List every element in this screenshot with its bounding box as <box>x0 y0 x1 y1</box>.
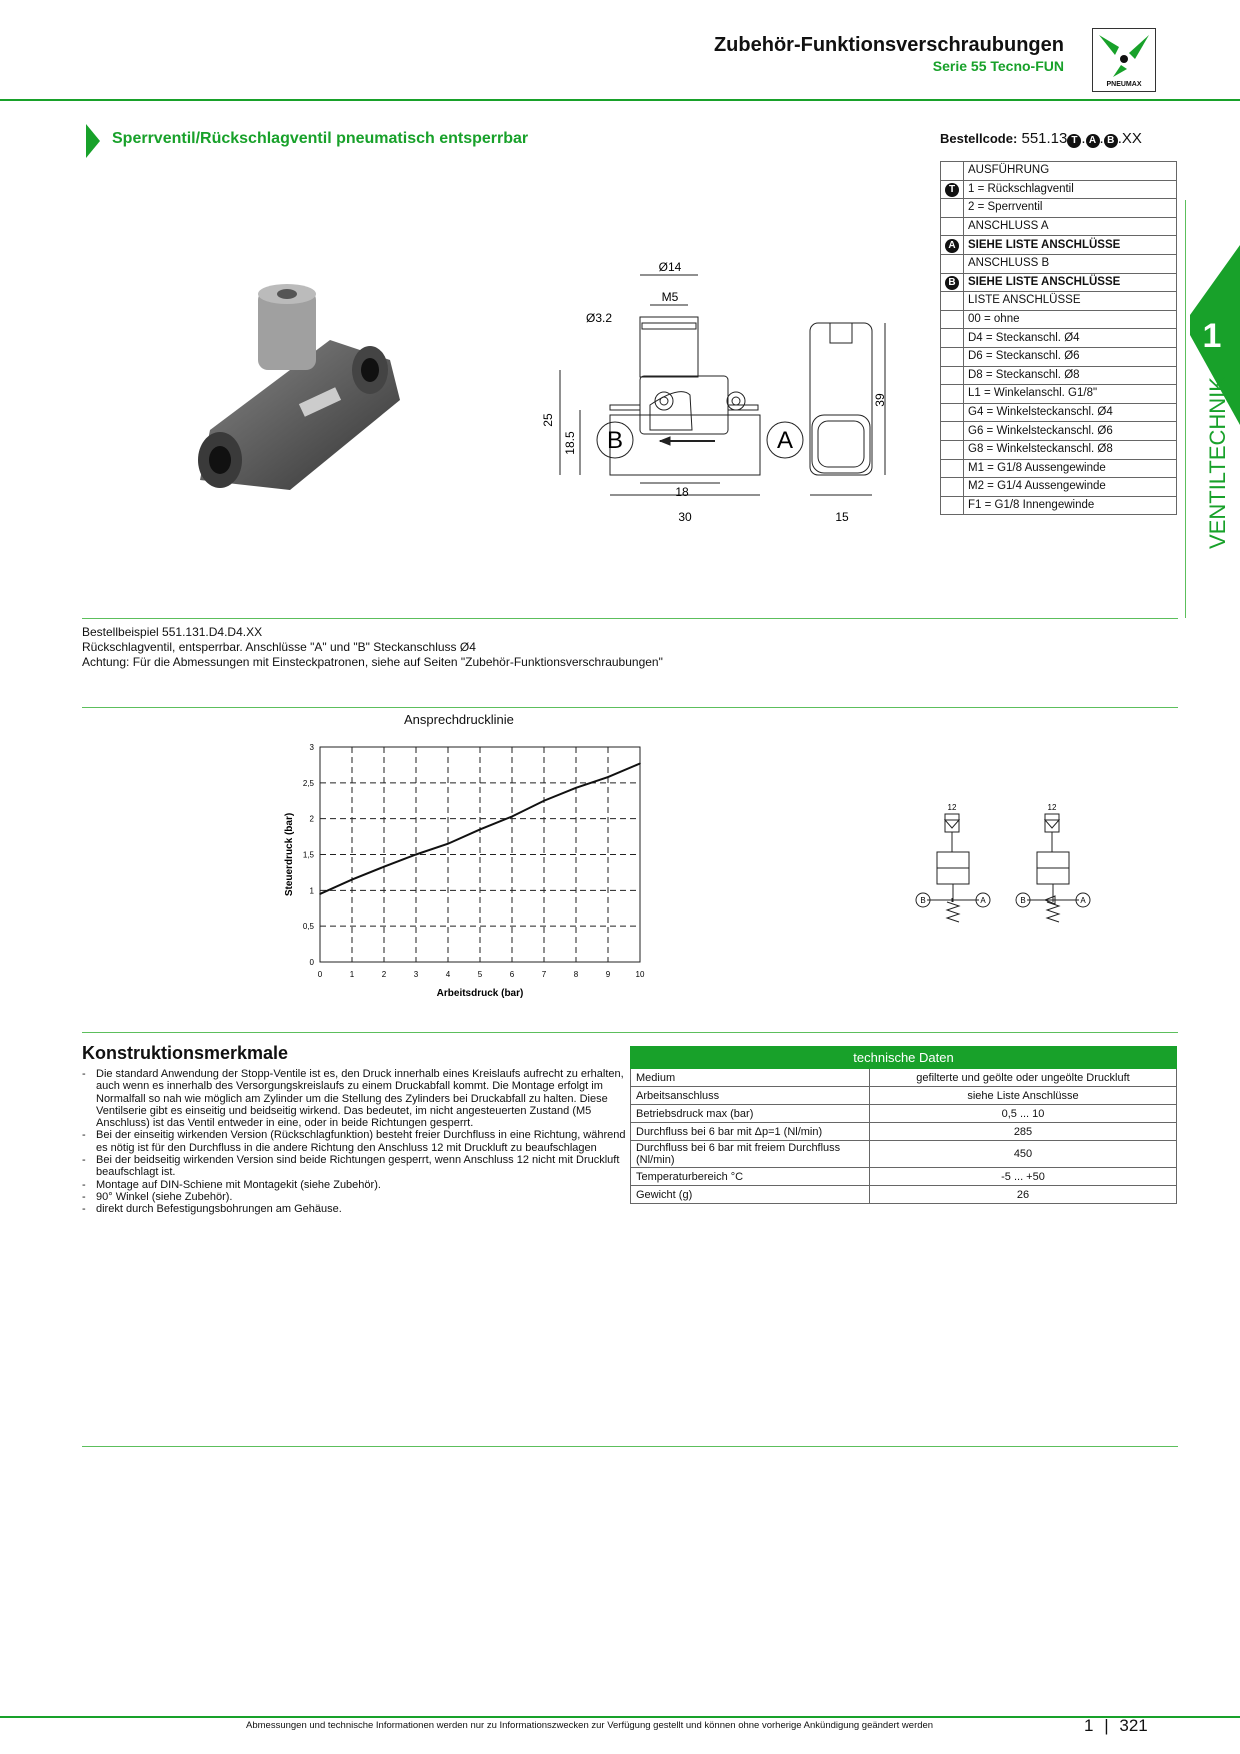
code-key <box>941 385 964 404</box>
code-table-row <box>941 292 1177 311</box>
response-chart <box>280 735 660 1005</box>
order-code-prefix: 551.13 <box>1021 130 1068 147</box>
y-tick-label: 3 <box>309 743 314 752</box>
code-key <box>941 347 964 366</box>
rule-1 <box>82 618 1178 619</box>
rule-2 <box>82 707 1178 708</box>
code-text: AUSFÜHRUNG <box>964 162 1177 181</box>
code-text: D6 = Steckanschl. Ø6 <box>964 347 1177 366</box>
code-table-row <box>941 329 1177 348</box>
header-rule <box>0 99 1240 101</box>
code-table-row <box>941 347 1177 366</box>
product-image <box>180 280 420 490</box>
svg-text:12: 12 <box>1047 803 1057 812</box>
page-title: Zubehör-Funktionsverschraubungen <box>713 34 1064 56</box>
chart-title: Ansprechdrucklinie <box>404 712 514 727</box>
code-key <box>941 459 964 478</box>
code-key <box>941 329 964 348</box>
svg-text:12: 12 <box>947 803 957 812</box>
svg-text:B: B <box>606 427 624 454</box>
data-point <box>351 879 353 881</box>
tech-table-title: technische Daten <box>631 1047 1177 1069</box>
example-line: Bestellbeispiel 551.131.D4.D4.XX <box>82 625 263 639</box>
code-table-row <box>941 403 1177 422</box>
code-key <box>941 403 964 422</box>
footer-disclaimer: Abmessungen und technische Informationen werden nur zu Informationszwecken zur Verfügung gestellt und können ohne vorherige Ankündigung geändert werden <box>246 1720 934 1731</box>
tech-row <box>631 1123 1177 1141</box>
code-table-row <box>941 459 1177 478</box>
tech-label: Arbeitsanschluss <box>631 1087 870 1105</box>
feature-item: - 90° Winkel (siehe Zubehör). <box>82 1191 627 1203</box>
tech-row <box>631 1168 1177 1186</box>
x-tick-label: 3 <box>413 970 419 979</box>
code-table-row <box>941 310 1177 329</box>
x-tick-label: 8 <box>573 970 579 979</box>
svg-text:39: 39 <box>873 393 887 407</box>
data-point <box>511 816 513 818</box>
svg-text:Ø14: Ø14 <box>658 260 682 274</box>
code-key <box>941 236 964 255</box>
chapter-label: VENTILTECHNIK <box>1205 377 1230 549</box>
feature-item: - Bei der beidseitig wirkenden Version sind beide Richtungen gesperrt, wenn Anschluss 12 nicht mit Druckluft beaufschlagt ist. <box>82 1154 627 1179</box>
code-table-row <box>941 180 1177 199</box>
y-tick-label: 0,5 <box>302 922 314 932</box>
x-tick-label: 1 <box>349 970 355 979</box>
x-tick-label: 4 <box>445 970 451 979</box>
data-point <box>543 800 545 802</box>
x-tick-label: 6 <box>509 970 515 979</box>
svg-text:A: A <box>1080 896 1086 905</box>
tech-value: 0,5 ... 10 <box>870 1105 1177 1123</box>
page-subtitle: Serie 55 Tecno-FUN <box>932 58 1064 74</box>
badge-b: B <box>1104 134 1118 148</box>
svg-text:30: 30 <box>678 510 692 524</box>
code-text: 00 = ohne <box>964 310 1177 329</box>
y-tick-label: 2 <box>309 814 314 824</box>
order-code: Bestellcode: 551.13 T . A . B .XX <box>940 130 1142 147</box>
code-key <box>941 162 964 181</box>
code-key-badge: A <box>945 239 959 253</box>
tech-value: 450 <box>870 1141 1177 1168</box>
svg-text:Ø3.2: Ø3.2 <box>585 311 612 325</box>
tech-label: Gewicht (g) <box>631 1186 870 1204</box>
code-table-row <box>941 273 1177 292</box>
code-text: SIEHE LISTE ANSCHLÜSSE <box>964 273 1177 292</box>
feature-item: - Bei der einseitig wirkenden Version (Rückschlagfunktion) besteht freier Durchfluss in eine Richtung, während es nötig ist für den Durchfluss in die andere Richtung den Anschluss 12 mit Druckluft zu beaufschlagen <box>82 1129 627 1154</box>
code-text: G8 = Winkelsteckanschl. Ø8 <box>964 440 1177 459</box>
features-list <box>82 1068 627 1216</box>
data-point <box>479 829 481 831</box>
page-number-value: 321 <box>1119 1716 1148 1735</box>
tech-row <box>631 1186 1177 1204</box>
code-table-row <box>941 236 1177 255</box>
order-code-table <box>940 161 1177 515</box>
dimension-drawing <box>540 255 920 535</box>
tech-data-table <box>630 1046 1177 1204</box>
y-tick-label: 2,5 <box>302 778 314 788</box>
badge-a: A <box>1086 134 1100 148</box>
y-tick-label: 0 <box>309 958 314 967</box>
svg-text:PNEUMAX: PNEUMAX <box>1106 81 1142 88</box>
tech-label: Medium <box>631 1069 870 1087</box>
code-text: 1 = Rückschlagventil <box>964 180 1177 199</box>
y-axis-label: Steuerdruck (bar) <box>284 812 295 897</box>
footer-rule <box>0 1716 1240 1718</box>
tech-value: gefilterte und geölte oder ungeölte Druckluft <box>870 1069 1177 1087</box>
code-table-row <box>941 254 1177 273</box>
x-tick-label: 7 <box>541 970 547 979</box>
code-table-row <box>941 217 1177 236</box>
code-text: 2 = Sperrventil <box>964 199 1177 218</box>
x-tick-label: 0 <box>317 970 323 979</box>
rule-4 <box>82 1446 1178 1447</box>
code-text: D4 = Steckanschl. Ø4 <box>964 329 1177 348</box>
svg-text:M5: M5 <box>661 290 679 304</box>
data-point <box>383 866 385 868</box>
side-rule <box>1185 200 1186 618</box>
feature-item: - Montage auf DIN-Schiene mit Montagekit (siehe Zubehör). <box>82 1179 627 1191</box>
code-table-row <box>941 199 1177 218</box>
code-table-row <box>941 162 1177 181</box>
data-point <box>319 893 321 895</box>
svg-text:A: A <box>980 896 986 905</box>
code-key <box>941 199 964 218</box>
code-table-row <box>941 385 1177 404</box>
svg-text:1: 1 <box>1202 317 1222 355</box>
tech-value: siehe Liste Anschlüsse <box>870 1087 1177 1105</box>
code-key-badge: T <box>945 183 959 197</box>
tech-label: Durchfluss bei 6 bar mit freiem Durchfluss (Nl/min) <box>631 1141 870 1168</box>
data-point <box>415 854 417 856</box>
x-tick-label: 9 <box>605 970 611 979</box>
code-text: L1 = Winkelanschl. G1/8" <box>964 385 1177 404</box>
code-text: G4 = Winkelsteckanschl. Ø4 <box>964 403 1177 422</box>
code-table-row <box>941 366 1177 385</box>
tech-value: 285 <box>870 1123 1177 1141</box>
svg-text:A: A <box>776 427 794 454</box>
order-example <box>82 625 663 670</box>
example-line: Rückschlagventil, entsperrbar. Anschlüsse "A" und "B" Steckanschluss Ø4 <box>82 640 476 654</box>
code-text: F1 = G1/8 Innengewinde <box>964 496 1177 515</box>
svg-text:18.5: 18.5 <box>563 431 577 455</box>
svg-text:15: 15 <box>835 510 849 524</box>
feature-item: - Die standard Anwendung der Stopp-Ventile ist es, den Druck innerhalb eines Kreislaufs aufrecht zu erhalten, auch wenn es innerhalb des Versorgungskreislaufs zu einem Druckabfall kommt. Die Montage erfolgt im Normalfall so nah wie möglich am Zylinder um die Stellung des Zylinders bei Druckabfall zu halten. Diese Ventilserie gibt es einseitig und beidseitig wirkend. Das bedeutet, im nicht angesteuerten Zustand (M5 Anschluss) ist das Ventil entweder in eine, oder in beide Richtungen gesperrt. <box>82 1068 627 1129</box>
svg-text:25: 25 <box>541 413 555 427</box>
section-arrow-icon <box>86 124 100 158</box>
code-key <box>941 180 964 199</box>
x-tick-label: 5 <box>477 970 483 979</box>
tech-row <box>631 1141 1177 1168</box>
valve-symbols <box>915 800 1115 950</box>
code-key <box>941 310 964 329</box>
data-point <box>575 787 577 789</box>
code-table-row <box>941 478 1177 497</box>
badge-t: T <box>1067 134 1081 148</box>
code-key <box>941 217 964 236</box>
tech-row <box>631 1069 1177 1087</box>
order-code-suffix: .XX <box>1117 130 1142 147</box>
code-key-badge: B <box>945 276 959 290</box>
code-key <box>941 273 964 292</box>
example-line: Achtung: Für die Abmessungen mit Einsteckpatronen, siehe auf Seiten "Zubehör-Funktionsverschraubungen" <box>82 655 663 669</box>
chapter-number: 1 <box>1084 1716 1094 1735</box>
data-point <box>607 776 609 778</box>
svg-text:18: 18 <box>675 485 689 499</box>
code-key <box>941 440 964 459</box>
code-table-row <box>941 496 1177 515</box>
tech-label: Temperaturbereich °C <box>631 1168 870 1186</box>
code-text: LISTE ANSCHLÜSSE <box>964 292 1177 311</box>
code-table-row <box>941 440 1177 459</box>
order-code-label: Bestellcode: <box>940 131 1018 146</box>
code-text: SIEHE LISTE ANSCHLÜSSE <box>964 236 1177 255</box>
code-text: ANSCHLUSS A <box>964 217 1177 236</box>
tech-label: Betriebsdruck max (bar) <box>631 1105 870 1123</box>
svg-text:B: B <box>1020 896 1026 905</box>
code-key <box>941 366 964 385</box>
features-title: Konstruktionsmerkmale <box>82 1043 289 1063</box>
code-key <box>941 478 964 497</box>
pneumax-logo <box>1092 28 1156 92</box>
tech-row <box>631 1105 1177 1123</box>
code-key <box>941 292 964 311</box>
code-key <box>941 422 964 441</box>
code-text: ANSCHLUSS B <box>964 254 1177 273</box>
code-table-row <box>941 422 1177 441</box>
rule-3 <box>82 1032 1178 1033</box>
tech-value: -5 ... +50 <box>870 1168 1177 1186</box>
data-point <box>639 763 641 765</box>
page-number: 1 | 321 <box>1084 1716 1148 1735</box>
y-tick-label: 1 <box>309 886 314 896</box>
code-text: M1 = G1/8 Aussengewinde <box>964 459 1177 478</box>
x-axis-label: Arbeitsdruck (bar) <box>436 988 524 999</box>
x-tick-label: 2 <box>381 970 387 979</box>
code-key <box>941 254 964 273</box>
x-tick-label: 10 <box>635 970 645 979</box>
svg-text:B: B <box>920 896 926 905</box>
code-text: D8 = Steckanschl. Ø8 <box>964 366 1177 385</box>
code-text: M2 = G1/4 Aussengewinde <box>964 478 1177 497</box>
code-key <box>941 496 964 515</box>
feature-item: - direkt durch Befestigungsbohrungen am Gehäuse. <box>82 1203 627 1215</box>
section-title: Sperrventil/Rückschlagventil pneumatisch entsperrbar <box>112 130 529 147</box>
tech-value: 26 <box>870 1186 1177 1204</box>
tech-label: Durchfluss bei 6 bar mit Δp=1 (Nl/min) <box>631 1123 870 1141</box>
data-point <box>447 843 449 845</box>
code-text: G6 = Winkelsteckanschl. Ø6 <box>964 422 1177 441</box>
tech-row <box>631 1087 1177 1105</box>
y-tick-label: 1,5 <box>302 850 314 860</box>
